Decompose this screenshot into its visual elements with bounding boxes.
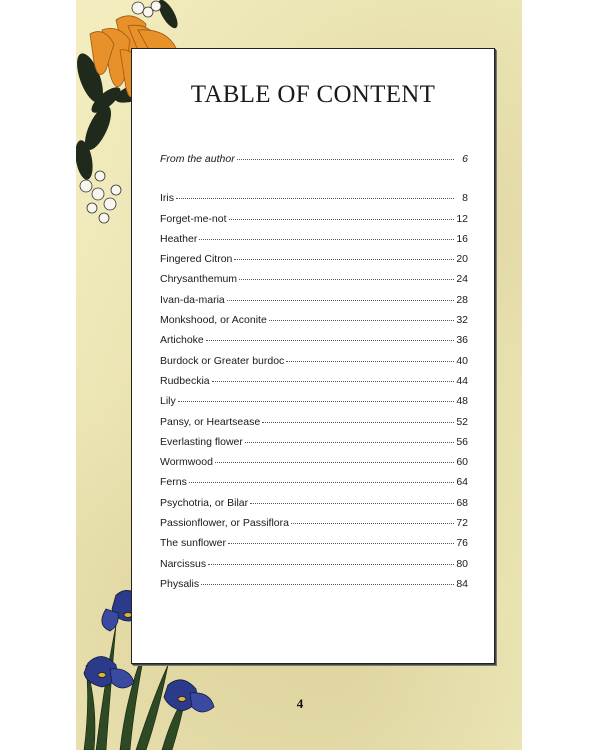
toc-entry-label: Ferns <box>160 476 187 489</box>
toc-entry-label: Lily <box>160 395 176 408</box>
dot-leader <box>208 564 454 565</box>
dot-leader <box>229 219 454 220</box>
toc-entry-label: Rudbeckia <box>160 374 210 387</box>
toc-entry-page: 68 <box>456 496 468 509</box>
dot-leader <box>212 381 454 382</box>
dot-leader <box>199 239 454 240</box>
toc-entry-label: Artichoke <box>160 334 204 347</box>
toc-entry-label: Burdock or Greater burdoc <box>160 354 285 367</box>
toc-entry-page: 56 <box>456 435 468 448</box>
toc-entry-page: 60 <box>456 456 468 469</box>
toc-entry[interactable] <box>160 558 468 578</box>
toc-entry[interactable] <box>160 375 468 395</box>
toc-entry-label: Physalis <box>160 577 200 590</box>
toc-entry-label: Chrysanthemum <box>160 273 238 286</box>
dot-leader <box>234 259 454 260</box>
toc-entry-page: 76 <box>456 537 468 550</box>
toc-entry-label: Wormwood <box>160 456 213 469</box>
dot-leader <box>237 159 454 160</box>
dot-leader <box>262 422 454 423</box>
toc-entry[interactable] <box>160 416 468 436</box>
toc-entry-page: 16 <box>456 232 468 245</box>
toc-entry-label: Pansy, or Heartsease <box>160 415 261 428</box>
toc-entry[interactable] <box>160 314 468 334</box>
toc-entry-label: Monkshood, or Aconite <box>160 314 267 327</box>
dot-leader <box>206 340 454 341</box>
toc-entry-label: The sunflower <box>160 537 226 550</box>
toc-entry-page: 32 <box>456 314 468 327</box>
toc-entry-label: Narcissus <box>160 557 207 570</box>
dot-leader <box>228 543 454 544</box>
toc-entry[interactable] <box>160 273 468 293</box>
dot-leader <box>269 320 454 321</box>
toc-entry-page: 28 <box>456 293 468 306</box>
dot-leader <box>227 300 454 301</box>
toc-entry-page: 20 <box>456 253 468 266</box>
toc-entry[interactable] <box>160 192 468 212</box>
toc-entry-page: 64 <box>456 476 468 489</box>
page-number: 4 <box>296 696 304 711</box>
dot-leader <box>245 442 454 443</box>
toc-entry[interactable] <box>160 153 468 173</box>
toc-entry-label: From the author <box>160 153 235 165</box>
toc-entry[interactable] <box>160 355 468 375</box>
toc-list <box>160 153 468 598</box>
toc-entry-page: 80 <box>456 557 468 570</box>
toc-entry[interactable] <box>160 456 468 476</box>
toc-entry[interactable] <box>160 537 468 557</box>
toc-entry-label: Forget-me-not <box>160 212 227 225</box>
dot-leader <box>239 279 454 280</box>
toc-entry-label: Heather <box>160 232 198 245</box>
dot-leader <box>176 198 454 199</box>
dot-leader <box>215 462 454 463</box>
toc-entry-page: 8 <box>462 192 468 205</box>
toc-entry[interactable] <box>160 476 468 496</box>
dot-leader <box>201 584 454 585</box>
toc-entry[interactable] <box>160 517 468 537</box>
toc-entry-label: Fingered Citron <box>160 253 233 266</box>
toc-entry-page: 6 <box>462 153 468 165</box>
page-title: TABLE OF CONTENT <box>190 81 436 108</box>
toc-entry[interactable] <box>160 578 468 598</box>
toc-entry[interactable] <box>160 294 468 314</box>
toc-entry[interactable] <box>160 497 468 517</box>
toc-panel <box>131 48 495 664</box>
toc-entry-page: 72 <box>456 517 468 530</box>
toc-entry-page: 52 <box>456 415 468 428</box>
toc-entry-page: 44 <box>456 374 468 387</box>
toc-entry-label: Psychotria, or Bilar <box>160 496 249 509</box>
toc-entry-page: 84 <box>456 577 468 590</box>
toc-entry-page: 40 <box>456 354 468 367</box>
toc-entry-page: 12 <box>456 212 468 225</box>
dot-leader <box>250 503 454 504</box>
dot-leader <box>178 401 454 402</box>
toc-entry-page: 48 <box>456 395 468 408</box>
dot-leader <box>189 482 454 483</box>
dot-leader <box>286 361 454 362</box>
toc-entry-page: 24 <box>456 273 468 286</box>
toc-entry-label: Passionflower, or Passiflora <box>160 517 289 530</box>
toc-entry[interactable] <box>160 334 468 354</box>
dot-leader <box>291 523 454 524</box>
toc-entry-label: Iris <box>160 192 174 205</box>
toc-entry[interactable] <box>160 436 468 456</box>
toc-entry[interactable] <box>160 253 468 273</box>
toc-entry-page: 36 <box>456 334 468 347</box>
toc-entry[interactable] <box>160 213 468 233</box>
toc-entry[interactable] <box>160 395 468 415</box>
toc-entry-label: Everlasting flower <box>160 435 243 448</box>
toc-entry-label: Ivan-da-maria <box>160 293 225 306</box>
toc-entry[interactable] <box>160 233 468 253</box>
